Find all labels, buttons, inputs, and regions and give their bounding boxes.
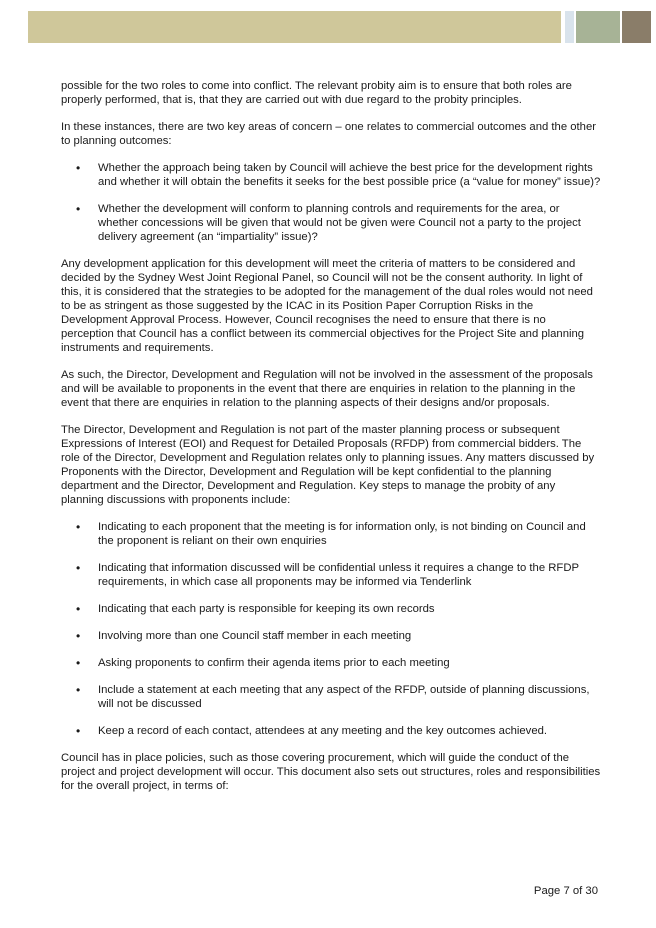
header-band-main-segment	[28, 11, 561, 43]
paragraph-consent-authority: Any development application for this development will meet the criteria of matters to be considered and decided by the Sydney West Joint Regional Panel, so Council will not be the consent authority. In light of this, it is considered that the strategies to be adopted for the management of the dual roles would not need to be as stringent as those suggested by the ICAC in its Position Paper Corruption Risks in the Development Approval Process. However, Council recognises the need to ensure that there is no perception that Council has a conflict between its commercial objectives for the Project Site and planning instruments and requirements.	[61, 258, 593, 354]
page-number: Page 7 of 30	[533, 885, 598, 897]
header-band-dark-segment	[622, 11, 651, 43]
paragraph-council-policies: Council has in place policies, such as those covering procurement, which will guide the conduct of the project and project development will occur. This document also sets out structures, roles and responsibilities for the overall project, in terms of:	[61, 752, 601, 792]
paragraph-key-steps-intro: The Director, Development and Regulation is not part of the master planning process or subsequent Expressions of Interest (EOI) and Request for Detailed Proposals (RFDP) from commercial bidders. The role of the Director, Development and Regulation relates only to planning issues. Any matters discussed by Proponents with the Director, Development and Regulation will be kept confidential to the planning department and the Director, Development and Regulation. Key steps to manage the probity of any planning discussions with proponents include:	[61, 424, 595, 506]
list-item: • Indicating that information discussed will be confidential unless it requires a change to the RFDP requirements, in which case all proponents may be informed via Tenderlink	[61, 561, 601, 589]
header-band-green-segment	[576, 11, 620, 43]
list-item: • Include a statement at each meeting that any aspect of the RFDP, outside of planning discussions, will not be discussed	[61, 683, 601, 711]
document-body	[61, 79, 601, 806]
list-item: • Indicating that each party is responsible for keeping its own records	[61, 602, 601, 616]
list-item: • Indicating to each proponent that the meeting is for information only, is not binding on Council and the proponent is reliant on their own enquiries	[61, 520, 601, 548]
list-item: • Keep a record of each contact, attendees at any meeting and the key outcomes achieved.	[61, 724, 601, 738]
paragraph-probity-aim: possible for the two roles to come into conflict. The relevant probity aim is to ensure that both roles are properly performed, that is, that they are carried out with due regard to the probity principles.	[61, 80, 572, 106]
list-item: • Whether the development will conform to planning controls and requirements for the area, or whether concessions will be given that would not be given were Council not a party to the project delivery agreement (an “impartiality” issue)?	[61, 202, 601, 244]
header-band	[28, 11, 651, 43]
concerns-list	[61, 161, 601, 244]
list-item: • Asking proponents to confirm their agenda items prior to each meeting	[61, 656, 601, 670]
key-steps-list	[61, 520, 601, 738]
list-item: • Whether the approach being taken by Council will achieve the best price for the development rights and whether it will obtain the benefits it seeks for the best possible price (a “value for money” issue)?	[61, 161, 601, 189]
header-band-light-segment	[565, 11, 574, 43]
list-item: • Involving more than one Council staff member in each meeting	[61, 629, 601, 643]
paragraph-key-concerns-intro: In these instances, there are two key areas of concern – one relates to commercial outcomes and the other to planning outcomes:	[61, 121, 597, 147]
paragraph-director-role: As such, the Director, Development and Regulation will not be involved in the assessment of the proposals and will be available to proponents in the event that there are enquiries in relation to the planning in the event that there are enquiries in relation to the planning aspects of their designs and/or proposals.	[61, 369, 593, 409]
